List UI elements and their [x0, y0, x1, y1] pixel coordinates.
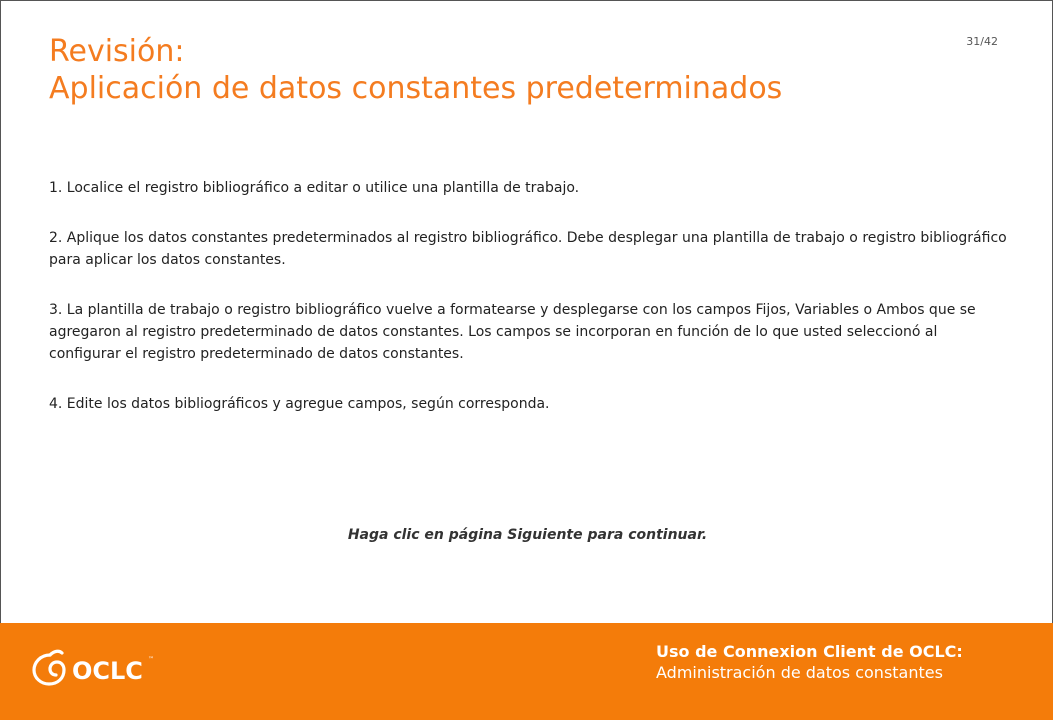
- title-line-1: Revisión:: [49, 34, 185, 69]
- footer-title-line-2: Administración de datos constantes: [656, 663, 943, 682]
- footer: [0, 623, 1053, 720]
- step-4: 4. Edite los datos bibliográficos y agregue campos, según corresponda.: [49, 396, 550, 412]
- step-3: 3. La plantilla de trabajo o registro bibliográfico vuelve a formatearse y desplegarse con los campos Fijos, Variables o Ambos que se agregaron al registro predeterminado de datos constantes. Los campos se incorporan en función de lo que usted seleccionó al configurar el registro predeterminado de datos constantes.: [49, 302, 976, 362]
- page-title: [49, 33, 782, 107]
- page-counter: 31/42: [966, 35, 998, 48]
- svg-text:OCLC: OCLC: [72, 657, 143, 685]
- steps-list: [49, 177, 1009, 415]
- step-2: 2. Aplique los datos constantes predeterminados al registro bibliográfico. Debe desplegar una plantilla de trabajo o registro bibliográfico para aplicar los datos constantes.: [49, 230, 1007, 268]
- continue-instruction: Haga clic en página Siguiente para continuar.: [347, 527, 708, 543]
- footer-course-title: [656, 641, 963, 683]
- footer-title-line-1: Uso de Connexion Client de OCLC:: [656, 642, 963, 661]
- svg-text:™: ™: [148, 656, 154, 663]
- title-line-2: Aplicación de datos constantes predeterminados: [49, 71, 783, 106]
- oclc-logo: [32, 647, 162, 687]
- step-1: 1. Localice el registro bibliográfico a editar o utilice una plantilla de trabajo.: [49, 180, 580, 196]
